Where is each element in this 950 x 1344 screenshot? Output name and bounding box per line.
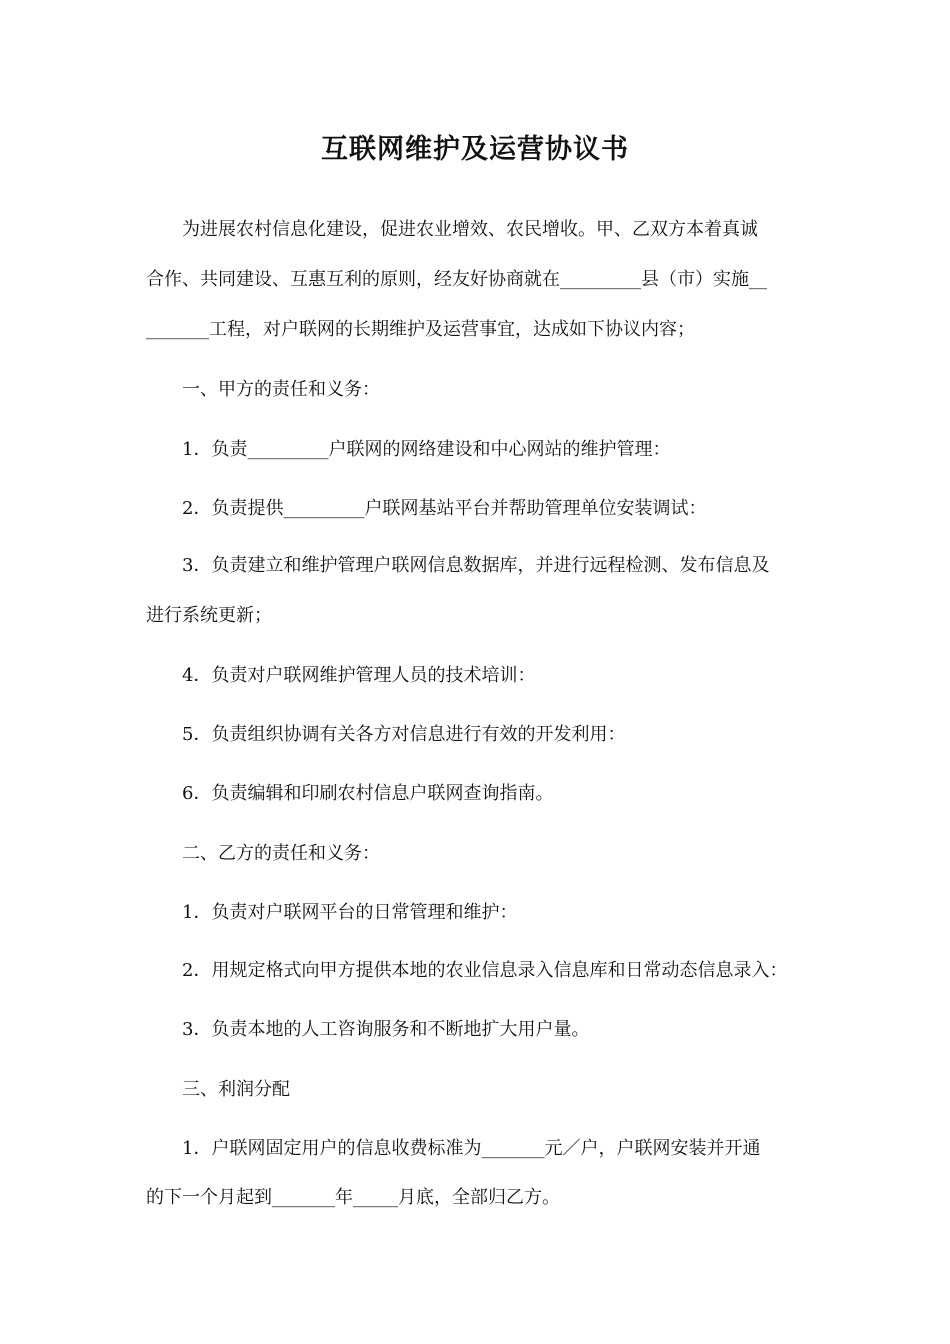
section-heading: 三、利润分配 <box>182 1079 290 1100</box>
list-item: 2．负责提供_________户联网基站平台并帮助管理单位安装调试： <box>182 498 707 519</box>
list-item: 2．用规定格式向甲方提供本地的农业信息录入信息库和日常动态信息录入： <box>182 960 788 981</box>
section-heading: 一、甲方的责任和义务： <box>182 379 380 400</box>
list-item: 3．负责本地的人工咨询服务和不断地扩大用户量。 <box>182 1019 590 1040</box>
list-item: 1．户联网固定用户的信息收费标准为_______元／户，户联网安装并开通 <box>182 1138 761 1159</box>
paragraph-line: 为进展农村信息化建设，促进农业增效、农民增收。甲、乙双方本着真诚 <box>182 219 758 240</box>
list-item: 5．负责组织协调有关各方对信息进行有效的开发利用： <box>182 724 626 745</box>
paragraph-line: 合作、共同建设、互惠互利的原则，经友好协商就在_________县（市）实施__ <box>146 269 767 290</box>
paragraph-line: _______工程，对户联网的长期维护及运营事宜，达成如下协议内容； <box>146 319 695 340</box>
document-title: 互联网维护及运营协议书 <box>321 134 629 165</box>
list-item-continuation: 进行系统更新； <box>146 605 272 626</box>
list-item: 4．负责对户联网维护管理人员的技术培训： <box>182 665 536 686</box>
list-item: 6．负责编辑和印刷农村信息户联网查询指南。 <box>182 783 554 804</box>
list-item-continuation: 的下一个月起到_______年_____月底，全部归乙方。 <box>146 1187 560 1208</box>
list-item: 3．负责建立和维护管理户联网信息数据库，并进行远程检测、发布信息及 <box>182 555 770 576</box>
list-item: 1．负责_________户联网的网络建设和中心网站的维护管理： <box>182 439 671 460</box>
list-item: 1．负责对户联网平台的日常管理和维护： <box>182 902 518 923</box>
section-heading: 二、乙方的责任和义务： <box>182 843 380 864</box>
